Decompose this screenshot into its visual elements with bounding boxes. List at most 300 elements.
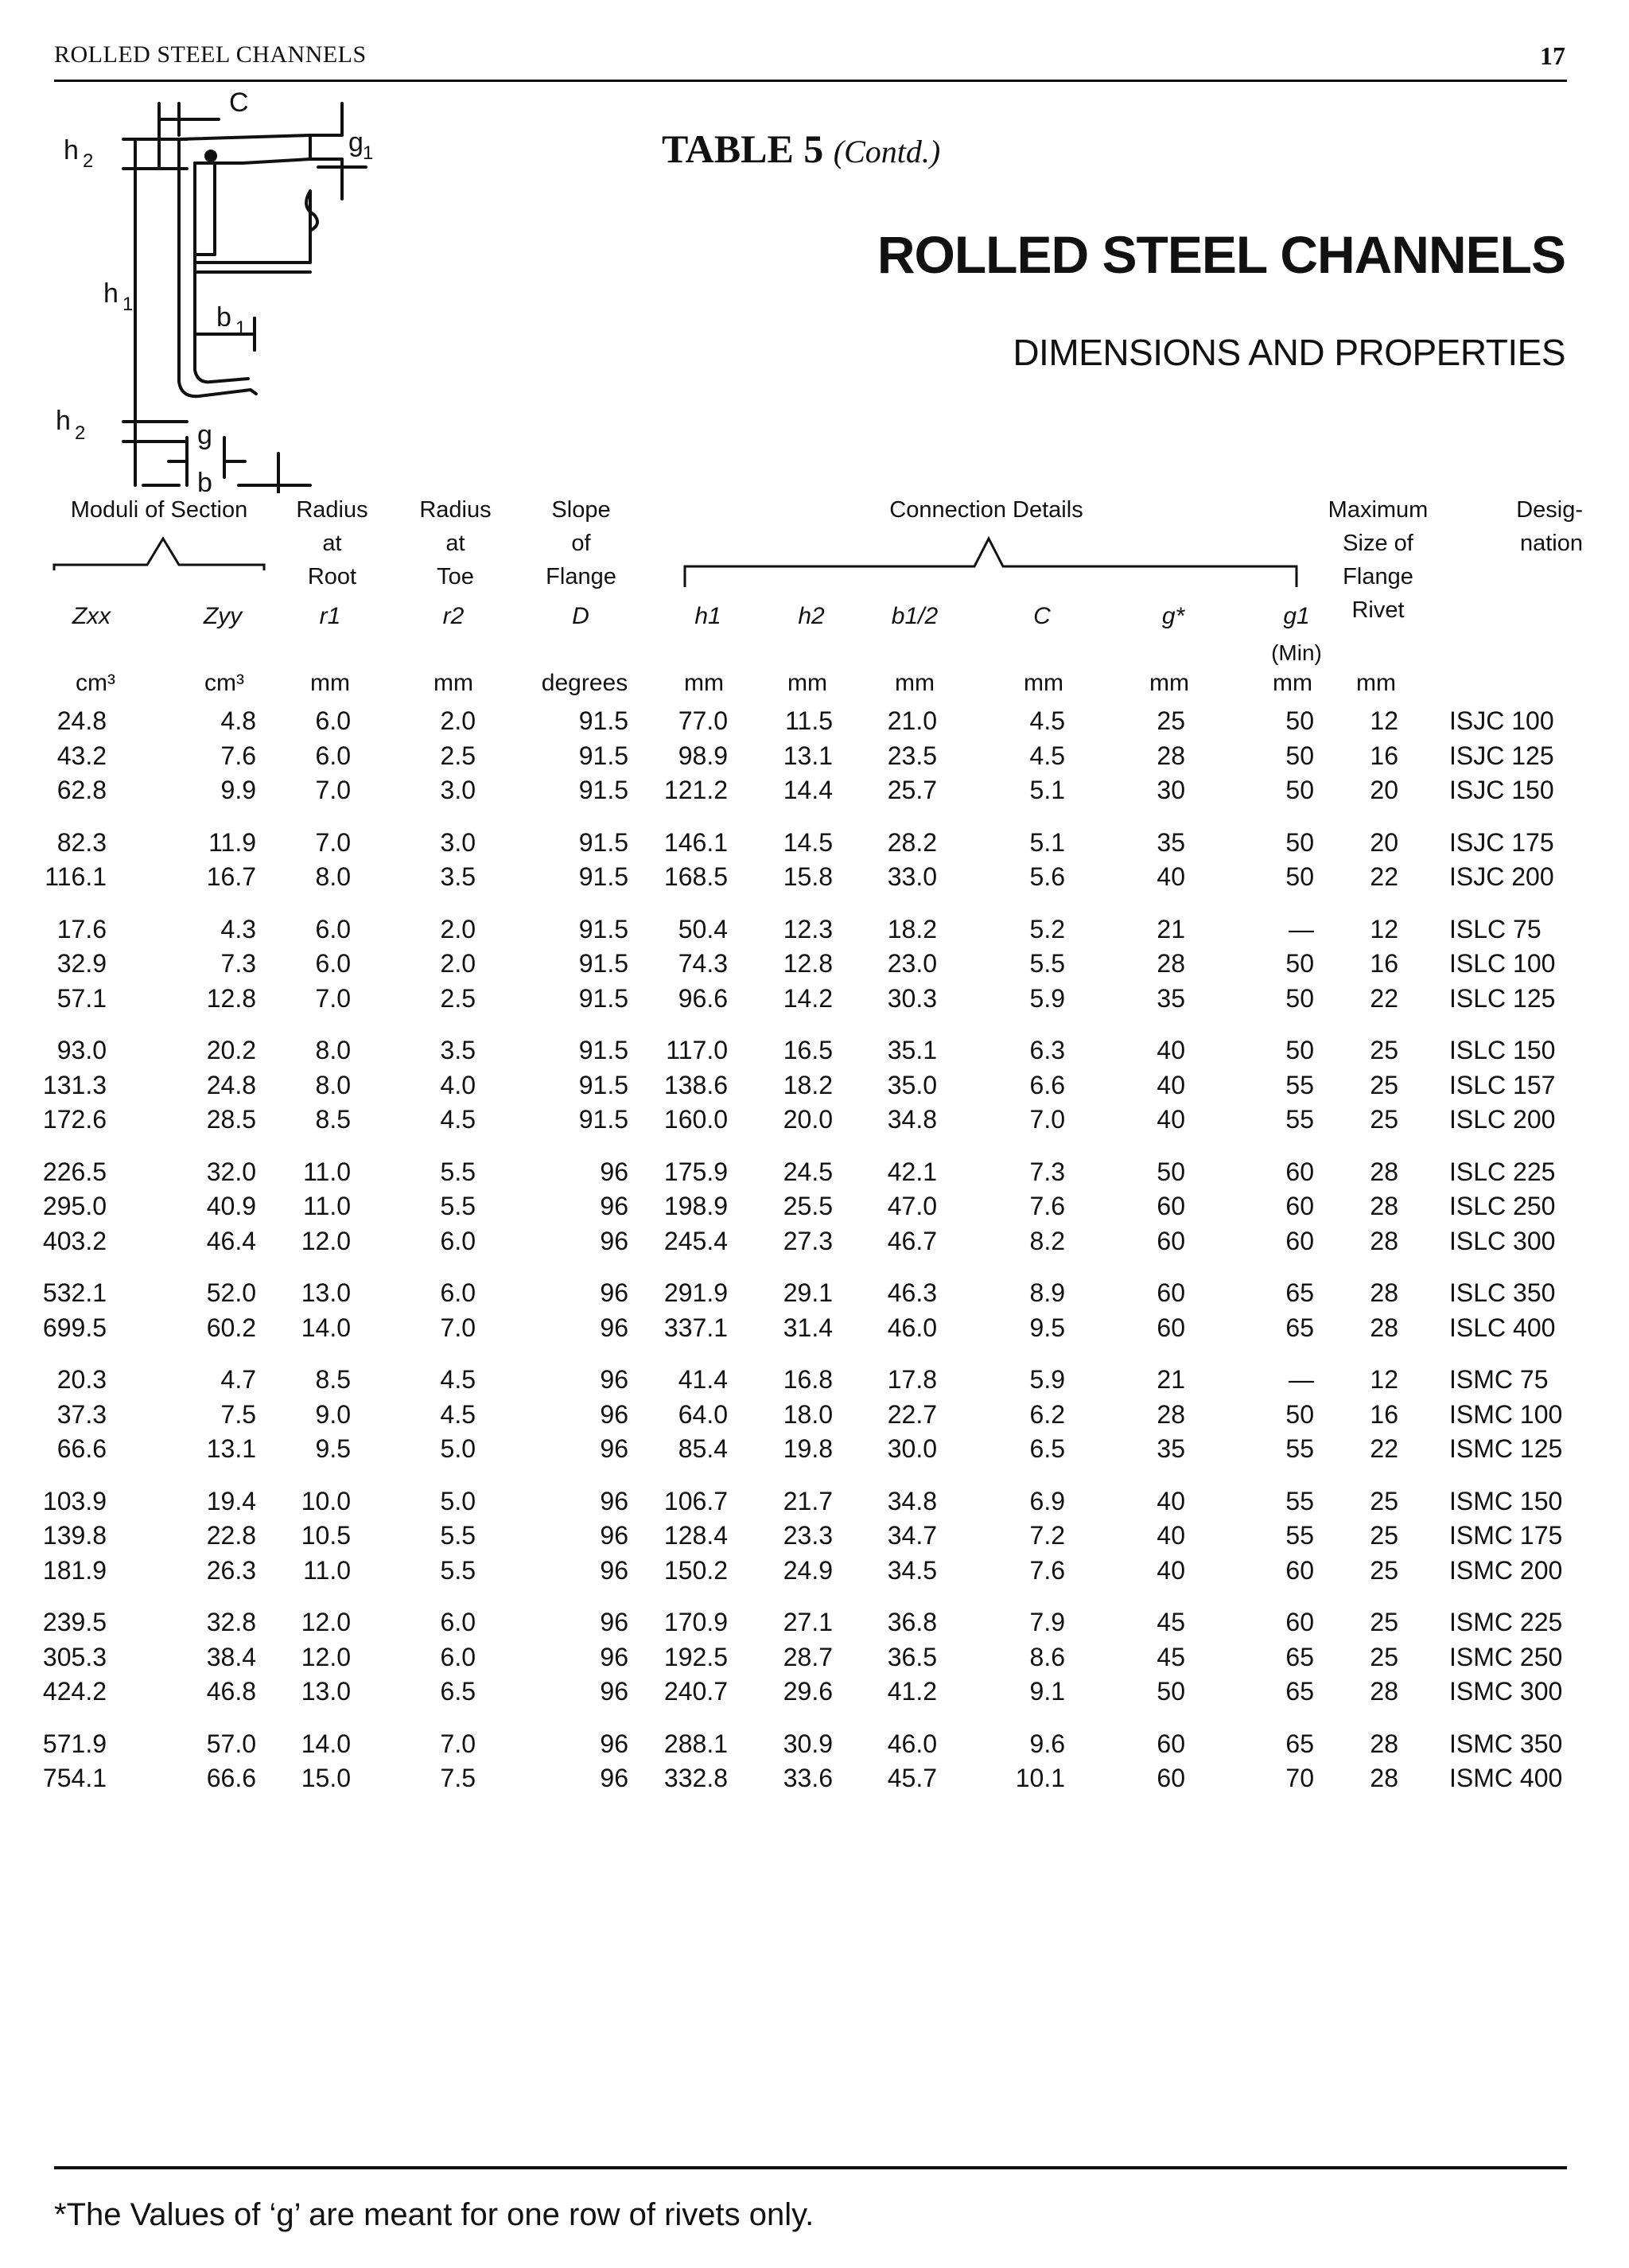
cell-rivet: 16 [1370, 1399, 1398, 1429]
cell-r2: 2.0 [440, 949, 476, 978]
table-row [0, 1434, 1629, 1469]
cell-h2: 14.5 [783, 827, 833, 857]
table-row [0, 862, 1629, 897]
diagram-label-b: b [197, 468, 212, 493]
cell-h2: 24.9 [783, 1555, 833, 1585]
cell-slope: 96 [600, 1608, 628, 1636]
cell-g1: 65 [1285, 1313, 1314, 1342]
cell-designation: ISLC 200 [1449, 1105, 1556, 1134]
diagram-label-g1: g [348, 127, 364, 158]
connection-brace [682, 535, 1299, 590]
unit-r2: mm [433, 670, 473, 696]
cell-slope: 96 [600, 1226, 628, 1255]
cell-rivet: 28 [1370, 1157, 1398, 1186]
table-row [0, 1556, 1629, 1591]
cell-rivet: 25 [1370, 1105, 1398, 1134]
symbol-d: D [572, 603, 589, 629]
cell-h1: 64.0 [678, 1399, 728, 1429]
cell-c: 7.6 [1029, 1555, 1065, 1585]
cell-g: 60 [1157, 1226, 1185, 1255]
cell-designation: ISLC 100 [1449, 949, 1556, 978]
table-row [0, 1105, 1629, 1140]
svg-text:1: 1 [235, 317, 247, 339]
cell-slope: 91.5 [578, 776, 628, 804]
cell-h2: 25.5 [783, 1192, 833, 1220]
cell-c: 5.1 [1029, 827, 1065, 857]
cell-designation: ISJC 100 [1449, 706, 1554, 735]
cell-zxx: 32.9 [56, 949, 107, 978]
cell-r2: 6.5 [440, 1677, 476, 1706]
svg-text:1: 1 [122, 294, 134, 315]
cell-c: 5.6 [1029, 862, 1065, 891]
unit-g1: mm [1273, 670, 1312, 696]
unit-r1: mm [310, 670, 350, 696]
cell-h2: 13.1 [783, 741, 833, 770]
cell-designation: ISLC 125 [1449, 983, 1556, 1013]
table-row [0, 1192, 1629, 1227]
table-contd: (Contd.) [833, 134, 941, 169]
cell-r2: 5.0 [440, 1486, 476, 1515]
cell-c: 10.1 [1015, 1764, 1065, 1792]
cell-rivet: 25 [1370, 1036, 1398, 1064]
header-rule [54, 80, 1567, 82]
cell-h1: 332.8 [663, 1764, 728, 1792]
cell-r1: 10.5 [301, 1521, 351, 1550]
cell-slope: 91.5 [578, 949, 628, 978]
cell-zxx: 17.6 [56, 914, 107, 943]
cell-zyy: 32.0 [206, 1157, 256, 1186]
cell-g: 60 [1157, 1313, 1185, 1342]
cell-g1: 55 [1285, 1434, 1314, 1463]
cell-b1-2: 34.8 [887, 1105, 937, 1134]
cell-h1: 168.5 [663, 862, 728, 891]
cell-rivet: 16 [1370, 741, 1398, 770]
cell-slope: 91.5 [578, 827, 628, 857]
unit-g: mm [1149, 670, 1189, 696]
cell-h2: 24.5 [783, 1157, 833, 1186]
svg-text:2: 2 [75, 422, 86, 444]
symbol-zyy: Zyy [203, 603, 243, 629]
cell-h1: 98.9 [678, 741, 728, 770]
cell-r1: 7.0 [315, 827, 351, 857]
cell-r2: 7.5 [440, 1764, 476, 1792]
cell-rivet: 28 [1370, 1278, 1398, 1307]
cell-r2: 4.5 [440, 1105, 476, 1134]
cell-r1: 9.0 [315, 1399, 351, 1429]
table-row [0, 984, 1629, 1019]
cell-g: 35 [1157, 827, 1185, 857]
cell-b1-2: 25.7 [887, 776, 937, 804]
cell-b1-2: 47.0 [887, 1192, 937, 1220]
cell-zxx: 424.2 [42, 1677, 107, 1706]
cell-r1: 8.0 [315, 1036, 351, 1064]
header-max-rivet: Maximum Size of Flange Rivet [1328, 497, 1429, 623]
cell-zxx: 131.3 [42, 1070, 107, 1099]
cell-g: 40 [1157, 1036, 1185, 1064]
row-group [0, 1487, 1629, 1591]
cell-r2: 5.0 [440, 1434, 476, 1463]
cell-zxx: 57.1 [56, 983, 107, 1013]
cell-b1-2: 17.8 [887, 1365, 937, 1394]
cell-c: 8.6 [1029, 1642, 1065, 1671]
cell-r1: 8.5 [315, 1365, 351, 1394]
row-group [0, 1365, 1629, 1469]
cell-zyy: 32.8 [206, 1608, 256, 1636]
table-row [0, 949, 1629, 984]
cell-b1-2: 18.2 [887, 914, 937, 943]
cell-g: 28 [1157, 741, 1185, 770]
row-group [0, 1729, 1629, 1799]
unit-b1-2: mm [895, 670, 935, 696]
cell-zyy: 60.2 [206, 1313, 256, 1342]
cell-zxx: 24.8 [56, 706, 107, 735]
cell-r1: 14.0 [301, 1729, 351, 1758]
cell-h2: 11.5 [785, 706, 833, 735]
cell-r1: 12.0 [301, 1226, 351, 1255]
cell-r2: 6.0 [440, 1226, 476, 1255]
cell-c: 7.0 [1029, 1105, 1065, 1134]
row-group [0, 706, 1629, 811]
cell-g1: 60 [1285, 1608, 1314, 1636]
cell-r1: 13.0 [301, 1677, 351, 1706]
cell-rivet: 28 [1370, 1192, 1398, 1220]
cell-designation: ISMC 200 [1449, 1555, 1563, 1585]
cell-zyy: 13.1 [206, 1434, 256, 1463]
cell-r1: 11.0 [303, 1555, 351, 1585]
cell-r1: 8.0 [315, 1070, 351, 1099]
cell-designation: ISLC 250 [1449, 1192, 1556, 1220]
cell-h2: 30.9 [783, 1729, 833, 1758]
cell-c: 5.9 [1029, 1365, 1065, 1394]
cell-g1: 50 [1285, 1399, 1314, 1429]
cell-h1: 170.9 [663, 1608, 728, 1636]
symbol-r1: r1 [319, 603, 341, 629]
diagram-label-g: g [197, 420, 212, 450]
diagram-label-c: C [229, 88, 249, 118]
cell-r2: 3.5 [440, 862, 476, 891]
cell-g: 60 [1157, 1278, 1185, 1307]
cell-r1: 6.0 [315, 914, 351, 943]
cell-zxx: 181.9 [42, 1555, 107, 1585]
symbol-h2: h2 [798, 603, 825, 629]
cell-slope: 96 [600, 1677, 628, 1706]
table-row [0, 1313, 1629, 1348]
cell-designation: ISLC 150 [1449, 1036, 1556, 1064]
cell-zyy: 46.8 [206, 1677, 256, 1706]
table-row [0, 776, 1629, 811]
cell-r2: 7.0 [440, 1729, 476, 1758]
cell-r1: 11.0 [303, 1192, 351, 1220]
cell-b1-2: 30.3 [887, 983, 937, 1013]
cell-g1: 50 [1285, 949, 1314, 978]
cell-designation: ISMC 400 [1449, 1764, 1563, 1792]
cell-rivet: 22 [1370, 862, 1398, 891]
cell-c: 9.6 [1029, 1729, 1065, 1758]
cell-slope: 91.5 [578, 1105, 628, 1134]
cell-slope: 91.5 [578, 862, 628, 891]
cell-c: 5.5 [1029, 949, 1065, 978]
data-table [0, 706, 1629, 1816]
cell-c: 8.2 [1029, 1226, 1065, 1255]
g1-min-label: (Min) [1271, 640, 1322, 665]
cell-r1: 14.0 [301, 1313, 351, 1342]
cell-c: 6.9 [1029, 1486, 1065, 1515]
cell-slope: 96 [600, 1157, 628, 1186]
table-row [0, 706, 1629, 741]
header-moduli-of-section: Moduli of Section [70, 497, 248, 523]
cell-h2: 28.7 [783, 1642, 833, 1671]
cell-r1: 12.0 [301, 1642, 351, 1671]
cell-zxx: 139.8 [42, 1521, 107, 1550]
cell-h1: 150.2 [663, 1555, 728, 1585]
footer-rule [54, 2166, 1567, 2169]
cell-g: 50 [1157, 1157, 1185, 1186]
row-group [0, 1278, 1629, 1348]
cell-designation: ISMC 175 [1449, 1521, 1563, 1550]
cell-r1: 10.0 [301, 1486, 351, 1515]
cell-c: 4.5 [1029, 706, 1065, 735]
cell-b1-2: 35.0 [887, 1070, 937, 1099]
cell-g: 50 [1157, 1677, 1185, 1706]
cell-r2: 4.5 [440, 1365, 476, 1394]
cell-g1: 50 [1285, 827, 1314, 857]
cell-designation: ISJC 200 [1449, 862, 1554, 891]
cell-g1: 50 [1285, 706, 1314, 735]
cell-g: 40 [1157, 1070, 1185, 1099]
cell-g1: 55 [1285, 1521, 1314, 1550]
cell-h2: 33.6 [783, 1764, 833, 1792]
table-row [0, 1278, 1629, 1313]
table-row [0, 1677, 1629, 1712]
cell-slope: 96 [600, 1555, 628, 1585]
cell-designation: ISMC 100 [1449, 1399, 1563, 1429]
svg-text:2: 2 [83, 150, 94, 172]
cell-zyy: 7.5 [220, 1399, 256, 1429]
cell-zxx: 532.1 [42, 1278, 107, 1307]
header-designation: Desig- nation [1516, 497, 1583, 556]
cell-zxx: 82.3 [56, 827, 107, 857]
cell-h2: 12.8 [783, 949, 833, 978]
cell-slope: 96 [600, 1729, 628, 1758]
cell-zyy: 4.8 [220, 706, 256, 735]
table-title [662, 126, 940, 172]
cell-g1: 55 [1285, 1105, 1314, 1134]
cell-b1-2: 46.0 [887, 1313, 937, 1342]
cell-rivet: 16 [1370, 949, 1398, 978]
cell-designation: ISMC 225 [1449, 1608, 1563, 1636]
cell-slope: 96 [600, 1278, 628, 1307]
cell-rivet: 20 [1370, 827, 1398, 857]
cell-g: 40 [1157, 1486, 1185, 1515]
cell-h2: 16.8 [783, 1365, 833, 1394]
cell-slope: 91.5 [578, 914, 628, 943]
cell-g: 40 [1157, 862, 1185, 891]
cell-b1-2: 36.8 [887, 1608, 937, 1636]
cell-zxx: 295.0 [42, 1192, 107, 1220]
cell-r2: 6.0 [440, 1608, 476, 1636]
cell-g1: 65 [1285, 1642, 1314, 1671]
cell-g: 60 [1157, 1192, 1185, 1220]
cell-h2: 15.8 [783, 862, 833, 891]
cell-g: 60 [1157, 1764, 1185, 1792]
cell-g1: 50 [1285, 1036, 1314, 1064]
cell-r2: 2.0 [440, 914, 476, 943]
cell-b1-2: 28.2 [887, 827, 937, 857]
cell-r1: 6.0 [315, 706, 351, 735]
table-row [0, 1036, 1629, 1071]
cell-r2: 5.5 [440, 1555, 476, 1585]
cell-rivet: 28 [1370, 1226, 1398, 1255]
diagram-label-h2-top: h [64, 135, 79, 165]
cell-h2: 20.0 [783, 1105, 833, 1134]
symbol-c: C [1033, 603, 1051, 629]
cell-g1: 70 [1285, 1764, 1314, 1792]
cell-zxx: 62.8 [56, 776, 107, 804]
cell-zyy: 66.6 [206, 1764, 256, 1792]
symbol-g: g* [1161, 603, 1185, 629]
row-group [0, 828, 1629, 897]
cell-c: 7.9 [1029, 1608, 1065, 1636]
cell-r1: 15.0 [301, 1764, 351, 1792]
cell-slope: 96 [600, 1399, 628, 1429]
footnote: *The Values of ‘g’ are meant for one row of rivets only. [54, 2197, 814, 2232]
cell-r2: 5.5 [440, 1521, 476, 1550]
cell-zxx: 43.2 [56, 741, 107, 770]
cell-r1: 6.0 [315, 741, 351, 770]
cell-g: 25 [1157, 706, 1185, 735]
cell-b1-2: 23.0 [887, 949, 937, 978]
cell-rivet: 25 [1370, 1555, 1398, 1585]
cell-r2: 3.0 [440, 776, 476, 804]
cell-designation: ISMC 125 [1449, 1434, 1563, 1463]
cell-c: 8.9 [1029, 1278, 1065, 1307]
cell-designation: ISMC 150 [1449, 1486, 1563, 1515]
table-row [0, 1487, 1629, 1522]
cell-h1: 41.4 [678, 1365, 728, 1394]
cell-zyy: 26.3 [206, 1555, 256, 1585]
cell-zxx: 116.1 [45, 862, 107, 891]
cell-h1: 175.9 [663, 1157, 728, 1186]
cell-r1: 7.0 [315, 983, 351, 1013]
cell-zyy: 7.3 [220, 949, 256, 978]
table-row [0, 915, 1629, 950]
cell-h1: 138.6 [663, 1070, 728, 1099]
cell-zxx: 66.6 [56, 1434, 107, 1463]
cell-rivet: 20 [1370, 776, 1398, 804]
cell-g1: 55 [1285, 1070, 1314, 1099]
cell-slope: 96 [600, 1642, 628, 1671]
cell-zxx: 226.5 [42, 1157, 107, 1186]
cell-zxx: 103.9 [42, 1486, 107, 1515]
moduli-brace [52, 535, 266, 574]
cell-h1: 291.9 [663, 1278, 728, 1307]
cell-h1: 146.1 [663, 827, 728, 857]
cell-r2: 3.0 [440, 827, 476, 857]
cell-h2: 18.0 [783, 1399, 833, 1429]
cell-zyy: 28.5 [206, 1105, 256, 1134]
cell-b1-2: 35.1 [887, 1036, 937, 1064]
cell-zyy: 22.8 [206, 1521, 256, 1550]
cell-r1: 9.5 [315, 1434, 351, 1463]
cell-slope: 96 [600, 1192, 628, 1220]
cell-g1: 60 [1285, 1555, 1314, 1585]
symbol-g1: g1 [1283, 603, 1310, 629]
cell-designation: ISMC 300 [1449, 1677, 1563, 1706]
cell-zyy: 16.7 [206, 862, 256, 891]
cell-g: 40 [1157, 1105, 1185, 1134]
cell-r1: 6.0 [315, 949, 351, 978]
cell-g: 45 [1157, 1608, 1185, 1636]
cell-rivet: 22 [1370, 983, 1398, 1013]
cell-g: 28 [1157, 949, 1185, 978]
cell-c: 6.5 [1029, 1434, 1065, 1463]
table-label: TABLE 5 [662, 126, 824, 171]
cell-g1: 65 [1285, 1278, 1314, 1307]
cell-g1: 50 [1285, 741, 1314, 770]
cell-slope: 96 [600, 1434, 628, 1463]
cell-zxx: 20.3 [56, 1365, 107, 1394]
cell-r1: 12.0 [301, 1608, 351, 1636]
cell-r2: 5.5 [440, 1192, 476, 1220]
cell-designation: ISMC 75 [1449, 1365, 1549, 1394]
cell-g: 30 [1157, 776, 1185, 804]
cell-rivet: 28 [1370, 1729, 1398, 1758]
cell-rivet: 22 [1370, 1434, 1398, 1463]
cell-slope: 91.5 [578, 706, 628, 735]
cell-g1: 50 [1285, 776, 1314, 804]
cell-slope: 96 [600, 1486, 628, 1515]
cell-designation: ISLC 157 [1449, 1070, 1556, 1099]
cell-rivet: 12 [1370, 706, 1398, 735]
cell-b1-2: 41.2 [887, 1677, 937, 1706]
cell-h2: 21.7 [783, 1486, 833, 1515]
cell-g: 40 [1157, 1555, 1185, 1585]
cell-r2: 6.0 [440, 1278, 476, 1307]
cell-g: 40 [1157, 1521, 1185, 1550]
diagram-label-h1: h [103, 278, 119, 309]
cell-rivet: 12 [1370, 1365, 1398, 1394]
cell-g1: 60 [1285, 1157, 1314, 1186]
row-group [0, 1036, 1629, 1140]
cell-b1-2: 30.0 [887, 1434, 937, 1463]
subtitle: DIMENSIONS AND PROPERTIES [1013, 332, 1565, 373]
cell-g1: 50 [1285, 862, 1314, 891]
cell-h2: 31.4 [783, 1313, 833, 1342]
cell-h2: 19.8 [783, 1434, 833, 1463]
cell-h1: 337.1 [663, 1313, 728, 1342]
cell-zyy: 40.9 [206, 1192, 256, 1220]
cell-c: 7.3 [1029, 1157, 1065, 1186]
table-row [0, 1608, 1629, 1643]
cell-h1: 74.3 [678, 949, 728, 978]
cell-rivet: 25 [1370, 1486, 1398, 1515]
cell-h2: 16.5 [783, 1036, 833, 1064]
cell-rivet: 28 [1370, 1764, 1398, 1792]
symbol-zxx: Zxx [72, 603, 111, 629]
cell-rivet: 28 [1370, 1313, 1398, 1342]
row-group [0, 1608, 1629, 1712]
cell-r2: 7.0 [440, 1313, 476, 1342]
cell-r2: 2.0 [440, 706, 476, 735]
cell-h2: 27.1 [783, 1608, 833, 1636]
cell-g1: — [1289, 1365, 1314, 1394]
cell-rivet: 12 [1370, 914, 1398, 943]
cell-g1: 65 [1285, 1677, 1314, 1706]
cell-h1: 96.6 [678, 983, 728, 1013]
cell-r1: 13.0 [301, 1278, 351, 1307]
cell-slope: 96 [600, 1313, 628, 1342]
cell-g1: 50 [1285, 983, 1314, 1013]
